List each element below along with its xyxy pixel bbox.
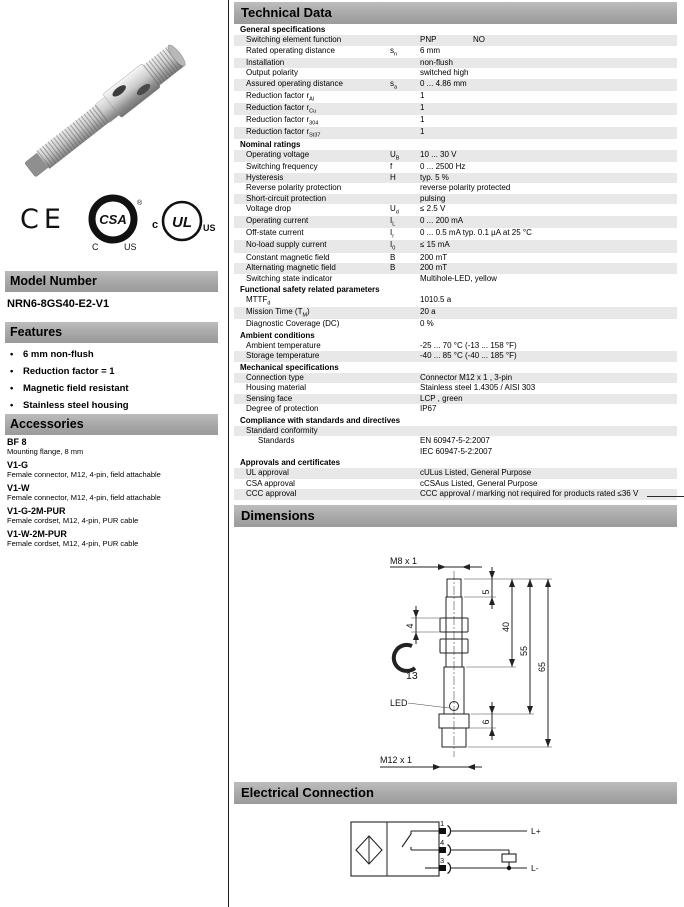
spec-value: 10 ... 30 V: [420, 150, 457, 160]
csa-us-text: US: [124, 242, 137, 252]
feature-item: [7, 397, 217, 414]
csa-logo-icon: [86, 192, 144, 254]
spec-label: Operating current: [246, 216, 309, 226]
spec-symbol: B: [390, 252, 396, 262]
spec-section-title: General specifications: [240, 25, 326, 34]
feature-text: Stainless steel housing: [23, 400, 129, 411]
spec-value: -25 ... 70 °C (-13 ... 158 °F): [420, 340, 517, 350]
spec-label: CCC approval: [246, 489, 297, 499]
spec-value: 1: [420, 114, 425, 124]
spec-row: [234, 394, 677, 405]
spec-value: -40 ... 85 °C (-40 ... 185 °F): [420, 351, 517, 361]
spec-row: [234, 173, 677, 184]
spec-label: Operating voltage: [246, 150, 310, 160]
spec-value: 0 ... 2500 Hz: [420, 162, 466, 172]
bullet-icon: •: [10, 383, 14, 394]
spec-row: [234, 58, 677, 69]
accessory-item: [7, 483, 221, 503]
spec-value: typ. 5 %: [420, 172, 449, 182]
spec-label: Diagnostic Coverage (DC): [246, 319, 340, 329]
spec-symbol: H: [390, 172, 396, 182]
spec-row: [234, 79, 677, 91]
spec-value: switched high: [420, 68, 469, 78]
spec-symbol: [390, 115, 420, 127]
spec-row: [234, 240, 677, 252]
spec-value: CCC approval / marking not required for products rated ≤36 V: [420, 489, 639, 499]
spec-label: Voltage drop: [246, 204, 291, 214]
bullet-icon: •: [10, 349, 14, 360]
spec-label: Reverse polarity protection: [246, 183, 342, 193]
ul-logo-icon: [150, 196, 216, 250]
spec-section-title: Mechanical specifications: [240, 362, 339, 372]
spec-symbol: [390, 183, 420, 194]
accessory-item: [7, 506, 221, 526]
spec-symbol: $s_a$: [390, 78, 398, 91]
spec-symbol: [390, 127, 420, 139]
accessory-name: V1-G: [7, 460, 29, 470]
spec-label: No-load supply current: [246, 240, 327, 250]
spec-label: Alternating magnetic field: [246, 263, 336, 273]
spec-value: ≤ 2.5 V: [420, 204, 446, 214]
dimensions-header: Dimensions: [234, 505, 677, 527]
spec-symbol: [390, 489, 420, 500]
wrench-size-label: 13: [406, 670, 418, 682]
spec-value: 1: [420, 90, 425, 100]
spec-value: PNP NO: [420, 35, 485, 44]
spec-label: Ambient temperature: [246, 340, 321, 350]
spec-symbol: [390, 68, 420, 79]
spec-section-title: Ambient conditions: [240, 330, 315, 340]
ul-us-text: US: [203, 223, 216, 233]
technical-table: [234, 24, 677, 500]
spec-value: EN 60947-5-2:2007 IEC 60947-5-2:2007: [420, 436, 493, 456]
electrical-diagram: [234, 806, 677, 898]
spec-value: LCP , green: [420, 393, 463, 403]
dimension-figure: [364, 551, 614, 773]
spec-section-title: Nominal ratings: [240, 140, 301, 150]
bullet-icon: •: [10, 366, 14, 377]
spec-row: [234, 274, 677, 285]
spec-symbol: B: [390, 263, 396, 273]
wiring-figure: [337, 806, 567, 886]
led-label: LED: [390, 698, 408, 708]
spec-label: Degree of protection: [246, 404, 319, 414]
accessory-description: Female connector, M12, 4-pin, field attachable: [7, 493, 161, 502]
accessory-item: [7, 529, 221, 549]
model-number-header: Model Number: [5, 271, 218, 292]
spec-row: [234, 194, 677, 205]
spec-row: [234, 183, 677, 194]
spec-label: Output polarity: [246, 68, 299, 78]
spec-row: [234, 436, 677, 457]
feature-item: [7, 363, 217, 380]
l-minus-label: L-: [531, 863, 539, 873]
spec-label: Assured operating distance: [246, 78, 343, 88]
spec-value: 200 mT: [420, 252, 448, 262]
spec-section-title: Compliance with standards and directives: [240, 415, 401, 425]
technical-data-header: Technical Data: [234, 2, 677, 24]
spec-row: [234, 127, 677, 139]
spec-label: Hysteresis: [246, 172, 284, 182]
spec-value: 6 mm: [420, 45, 440, 55]
accessory-name: V1-G-2M-PUR: [7, 506, 66, 516]
spec-label: UL approval: [246, 468, 289, 478]
spec-symbol: [390, 103, 420, 115]
spec-symbol: [390, 194, 420, 205]
spec-symbol: $s_n$: [390, 45, 398, 58]
feature-text: Magnetic field resistant: [23, 383, 129, 394]
spec-row: [234, 68, 677, 79]
spec-row: [234, 426, 677, 437]
spec-value-2: NO: [473, 35, 485, 44]
spec-section-title: Functional safety related parameters: [240, 285, 380, 295]
spec-symbol: [390, 479, 420, 490]
accessory-item: [7, 460, 221, 480]
accessories-header: Accessories: [5, 414, 218, 435]
spec-label: Reduction factor $r_{Al}$: [246, 90, 315, 103]
accessory-description: Mounting flange, 8 mm: [7, 447, 84, 456]
spec-symbol: [390, 383, 420, 394]
column-divider: [228, 0, 229, 907]
spec-value: 0 ... 0.5 mA typ. 0.1 µA at 25 °C: [420, 228, 532, 238]
ce-mark-icon: CE: [20, 204, 66, 235]
spec-value: ≤ 15 mA: [420, 240, 450, 250]
spec-value: non-flush: [420, 57, 453, 67]
feature-item: [7, 380, 217, 397]
spec-symbol: [390, 319, 420, 330]
spec-label: Connection type: [246, 372, 304, 382]
electrical-connection-header: Electrical Connection: [234, 782, 677, 804]
spec-value: Connector M12 x 1 , 3-pin: [420, 372, 513, 382]
spec-value: Multihole-LED, yellow: [420, 273, 497, 283]
spec-value: pulsing: [420, 193, 446, 203]
spec-symbol: $U_d$: [390, 204, 399, 216]
feature-item: [7, 346, 217, 363]
l-plus-label: L+: [531, 826, 541, 836]
features-list: [7, 346, 217, 414]
pin-1-label: 1: [440, 819, 445, 828]
wrench-icon: [394, 645, 415, 671]
spec-symbol: [390, 426, 420, 437]
dim-label-5: 5: [481, 589, 491, 595]
spec-value: 20 a: [420, 307, 436, 317]
spec-symbol: $I_r$: [390, 228, 395, 240]
spec-row: [234, 489, 677, 500]
spec-value: 1: [420, 126, 425, 136]
spec-row: [234, 228, 677, 240]
spec-row: [234, 162, 677, 173]
accessory-description: Female cordset, M12, 4-pin, PUR cable: [7, 516, 139, 525]
pin-symbols: [439, 826, 451, 874]
dim-label-4: 4: [405, 623, 415, 629]
dimension-drawing: [234, 551, 677, 775]
dim-label-65: 65: [537, 661, 547, 673]
spec-label: Reduction factor $r_{Cu}$: [246, 102, 317, 115]
spec-label: Housing material: [246, 383, 307, 393]
spec-row: [234, 404, 677, 415]
spec-value: 0 ... 200 mA: [420, 216, 464, 226]
ul-logo-text: UL: [172, 214, 192, 231]
pin-4-label: 4: [440, 838, 445, 847]
load-symbol: [502, 854, 516, 862]
spec-row: [234, 150, 677, 162]
spec-label: Constant magnetic field: [246, 252, 330, 262]
spec-row: [234, 46, 677, 58]
model-number: NRN6-8GS40-E2-V1: [7, 298, 110, 310]
feature-text: Reduction factor = 1: [23, 366, 115, 377]
spec-value: 1010.5 a: [420, 295, 452, 305]
spec-value: [420, 426, 677, 437]
csa-c-text: C: [92, 242, 99, 252]
rule-line: [647, 496, 684, 497]
spec-value: IP67: [420, 404, 437, 414]
accessory-name: BF 8: [7, 437, 27, 447]
product-photo: [4, 4, 216, 184]
spec-section-title: Approvals and certificates: [240, 458, 341, 468]
spec-row: [234, 115, 677, 127]
pin-3-label: 3: [440, 856, 445, 865]
spec-symbol: $I_L$: [390, 216, 396, 228]
accessories-list: [7, 437, 221, 552]
spec-row: [234, 295, 677, 307]
junction-dot: [507, 866, 511, 870]
spec-label: Short-circuit protection: [246, 193, 327, 203]
spec-symbol: [390, 91, 420, 103]
spec-label: Standard conformity: [246, 425, 318, 435]
spec-symbol: [390, 341, 420, 352]
dim-label-m12: M12 x 1: [380, 755, 413, 765]
accessory-name: V1-W-2M-PUR: [7, 529, 67, 539]
spec-label: Sensing face: [246, 393, 293, 403]
spec-symbol: [390, 468, 420, 479]
spec-label: Storage temperature: [246, 351, 320, 361]
spec-label: Switching state indicator: [246, 273, 333, 283]
spec-label: Rated operating distance: [246, 45, 335, 55]
spec-symbol: [390, 404, 420, 415]
spec-row: [234, 103, 677, 115]
spec-row: [234, 204, 677, 216]
spec-symbol: [390, 295, 420, 307]
accessory-name: V1-W: [7, 483, 30, 493]
ul-c-text: c: [152, 219, 159, 231]
spec-value: 0 ... 4.86 mm: [420, 78, 467, 88]
spec-symbol: [390, 35, 420, 46]
registered-mark: ®: [137, 200, 143, 207]
spec-label: Switching frequency: [246, 162, 318, 172]
spec-row: [234, 373, 677, 384]
spec-label: Mission Time $(T_M)$: [246, 307, 310, 319]
spec-symbol: [390, 58, 420, 69]
spec-value: 1: [420, 102, 425, 112]
spec-row: [234, 319, 677, 330]
spec-value: Stainless steel 1.4305 / AISI 303: [420, 383, 536, 393]
certification-logos: [0, 190, 228, 256]
accessory-item: [7, 437, 221, 457]
spec-label: Switching element function: [246, 35, 342, 44]
spec-label: Standards: [258, 436, 295, 446]
spec-row: [234, 351, 677, 362]
spec-row: [234, 468, 677, 479]
dim-label-55: 55: [519, 645, 529, 657]
spec-row: [234, 35, 677, 46]
spec-value: 200 mT: [420, 263, 448, 273]
spec-value: reverse polarity protected: [420, 183, 511, 193]
dim-label-m8: M8 x 1: [390, 556, 418, 566]
spec-label: Installation: [246, 57, 285, 67]
csa-logo-text: CSA: [99, 212, 127, 227]
spec-symbol: [390, 307, 420, 319]
spec-label: Off-state current: [246, 228, 304, 238]
right-column: [234, 0, 677, 907]
spec-symbol: [390, 436, 420, 457]
spec-row: [234, 341, 677, 352]
spec-label: Reduction factor $r_{304}$: [246, 114, 319, 127]
spec-symbol: [390, 373, 420, 384]
feature-text: 6 mm non-flush: [23, 349, 94, 360]
spec-symbol: $U_B$: [390, 150, 400, 162]
spec-label: CSA approval: [246, 478, 295, 488]
sensor-photo-image: [4, 4, 216, 184]
spec-value: 0 %: [420, 319, 434, 329]
spec-row: [234, 263, 677, 274]
accessory-description: Female cordset, M12, 4-pin, PUR cable: [7, 539, 139, 548]
spec-symbol: f: [390, 162, 393, 172]
spec-row: [234, 216, 677, 228]
spec-row: [234, 479, 677, 490]
dim-label-40: 40: [501, 621, 511, 633]
spec-row: [234, 383, 677, 394]
spec-value: cCSAus Listed, General Purpose: [420, 478, 538, 488]
dim-label-6: 6: [481, 719, 491, 725]
spec-symbol: [390, 274, 420, 285]
spec-row: [234, 91, 677, 103]
spec-row: [234, 307, 677, 319]
spec-symbol: [390, 351, 420, 362]
spec-row: [234, 253, 677, 264]
spec-value: cULus Listed, General Purpose: [420, 468, 532, 478]
spec-symbol: [390, 394, 420, 405]
spec-label: $MTTF_d$: [246, 295, 271, 307]
accessory-description: Female connector, M12, 4-pin, field attachable: [7, 470, 161, 479]
spec-symbol: $I_0$: [390, 240, 396, 253]
features-header: Features: [5, 322, 218, 343]
left-column: [0, 0, 228, 907]
spec-label: Reduction factor $r_{St37}$: [246, 126, 321, 139]
bullet-icon: •: [10, 400, 14, 411]
